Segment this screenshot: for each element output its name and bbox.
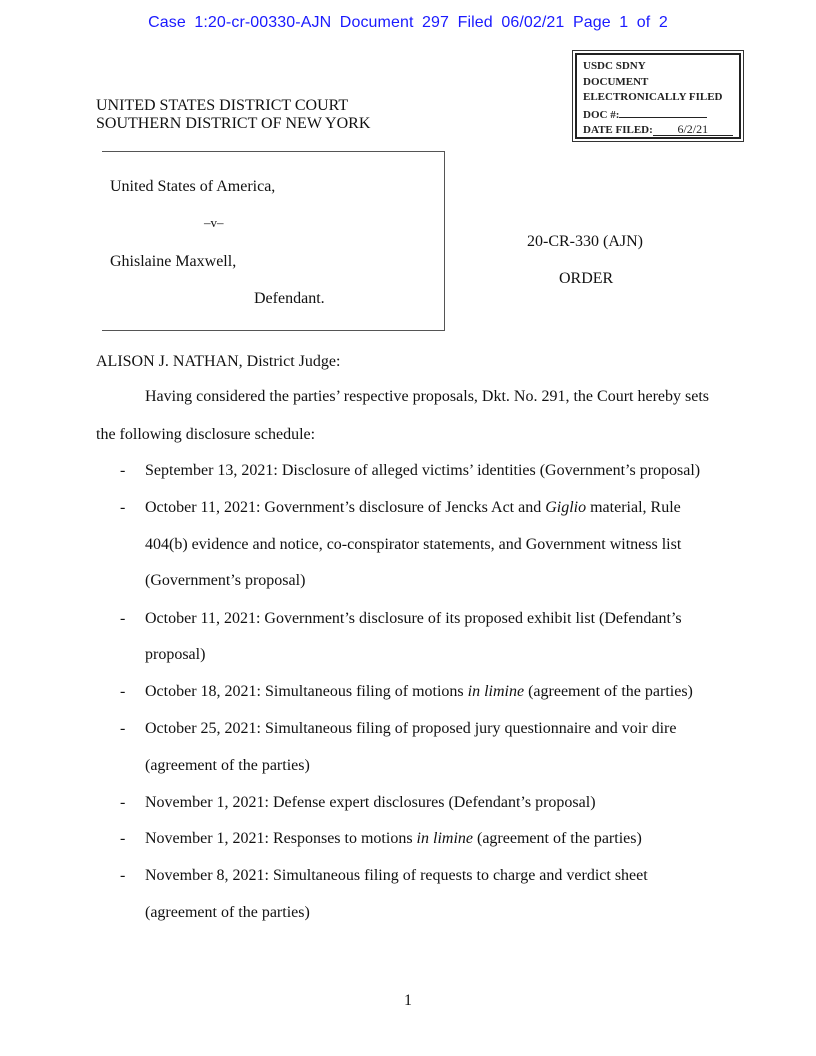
- text-run: October 11, 2021: Government’s disclosure of Jencks Act and: [145, 499, 546, 516]
- stamp-doc-label: DOC #:: [583, 108, 620, 121]
- document-type: ORDER: [559, 270, 614, 287]
- schedule-item-text: [145, 683, 693, 701]
- schedule-item-text: October 25, 2021: Simultaneous filing of proposed jury questionnaire and voir dire: [145, 720, 677, 737]
- stamp-line-document: DOCUMENT: [583, 75, 649, 88]
- bullet-dash: -: [120, 610, 126, 627]
- bullet-dash: -: [120, 830, 126, 847]
- versus: –v–: [204, 215, 224, 230]
- intro-line-1: Having considered the parties’ respective proposals, Dkt. No. 291, the Court hereby sets: [145, 388, 709, 405]
- bullet-dash: -: [120, 794, 126, 811]
- court-line-1: UNITED STATES DISTRICT COURT: [96, 97, 349, 114]
- schedule-item-text: November 8, 2021: Simultaneous filing of requests to charge and verdict sheet: [145, 867, 648, 884]
- stamp-line-electronically-filed: ELECTRONICALLY FILED: [583, 91, 723, 103]
- bullet-dash: -: [120, 720, 126, 737]
- schedule-item-text: 404(b) evidence and notice, co-conspirator statements, and Government witness list: [145, 536, 682, 553]
- schedule-item-text: (Government’s proposal): [145, 572, 306, 589]
- schedule-item-text: October 11, 2021: Government’s disclosure of its proposed exhibit list (Defendant’s: [145, 610, 682, 627]
- page-number: 1: [404, 992, 412, 1009]
- schedule-item-text: [145, 830, 642, 848]
- case-number: 20-CR-330 (AJN): [527, 233, 643, 250]
- text-run: (agreement of the parties): [472, 830, 642, 847]
- plaintiff: United States of America,: [110, 178, 276, 195]
- text-run: November 1, 2021: Responses to motions: [145, 830, 417, 847]
- text-run: (agreement of the parties): [524, 683, 693, 700]
- text-run: October 18, 2021: Simultaneous filing of motions: [145, 683, 468, 700]
- schedule-item-text: [145, 499, 681, 517]
- defendant-name: Ghislaine Maxwell,: [110, 253, 237, 270]
- italic-term: Giglio: [545, 499, 587, 516]
- filed-stamp: [572, 50, 744, 142]
- stamp-date-value: 6/2/21: [653, 123, 733, 136]
- bullet-dash: -: [120, 867, 126, 884]
- court-line-2: SOUTHERN DISTRICT OF NEW YORK: [96, 115, 371, 132]
- schedule-item-text: (agreement of the parties): [145, 904, 310, 921]
- italic-term: in limine: [416, 830, 473, 847]
- bullet-dash: -: [120, 462, 126, 479]
- schedule-item-text: November 1, 2021: Defense expert disclosures (Defendant’s proposal): [145, 794, 596, 811]
- filing-header: Case 1:20-cr-00330-AJN Document 297 Filed 06/02/21 Page 1 of 2: [148, 14, 668, 31]
- judge-line: ALISON J. NATHAN, District Judge:: [96, 353, 341, 370]
- stamp-doc-blank: [619, 106, 707, 118]
- stamp-line-court: USDC SDNY: [583, 60, 646, 72]
- bullet-dash: -: [120, 683, 126, 700]
- defendant-label: Defendant.: [254, 290, 325, 307]
- italic-term: in limine: [467, 683, 525, 700]
- bullet-dash: -: [120, 499, 126, 516]
- case-caption: [102, 151, 445, 331]
- court-name: [96, 97, 370, 133]
- schedule-item-text: September 13, 2021: Disclosure of alleged victims’ identities (Government’s proposal): [145, 462, 701, 479]
- schedule-item-text: proposal): [145, 646, 206, 663]
- intro-line-2: the following disclosure schedule:: [96, 426, 316, 443]
- text-run: material, Rule: [586, 499, 681, 516]
- stamp-date-label: DATE FILED:: [583, 124, 653, 136]
- schedule-item-text: (agreement of the parties): [145, 757, 310, 774]
